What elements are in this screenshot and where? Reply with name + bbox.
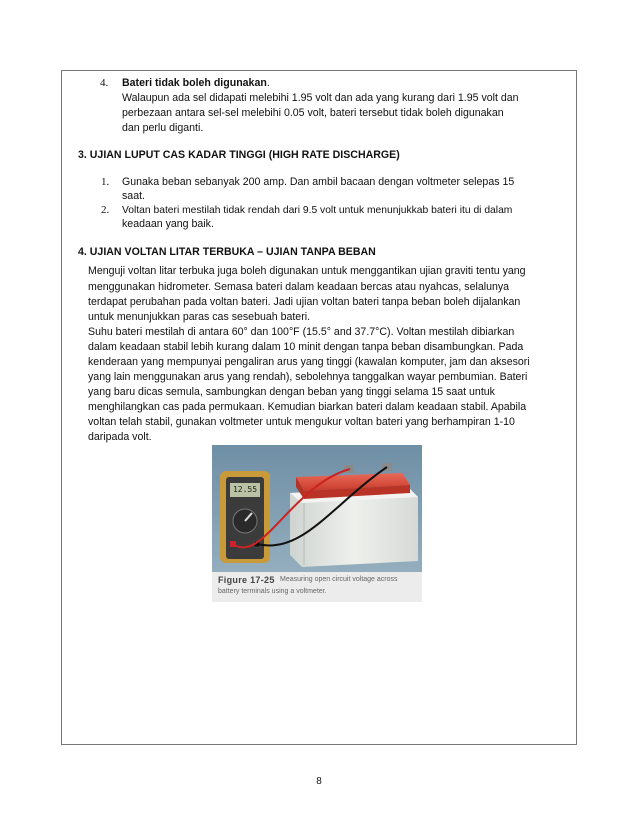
section4-line-1: Menguji voltan litar terbuka juga boleh digunakan untuk menggantikan ujian graviti tentu yang xyxy=(88,265,526,277)
section4-line-7: kenderaan yang mempunyai pengaliran arus yang tinggi (kawalan komputer, jam dan aksesori xyxy=(88,356,530,368)
section3-item1-number: 1. xyxy=(101,176,110,188)
page-number: 8 xyxy=(316,776,322,787)
section3-heading: 3. UJIAN LUPUT CAS KADAR TINGGI (HIGH RATE DISCHARGE) xyxy=(78,149,400,161)
section3-item1-line-1: Gunaka beban sebanyak 200 amp. Dan ambil bacaan dengan voltmeter selepas 15 xyxy=(122,176,515,188)
item4-title-text: Bateri tidak boleh digunakan xyxy=(122,77,267,89)
item4-line-2: perbezaan antara sel-sel melebihi 0.05 volt, bateri tersebut tidak boleh digunakan xyxy=(122,107,504,119)
meter-reading: 12.55 xyxy=(232,485,258,494)
item4-line-1: Walaupun ada sel didapati melebihi 1.95 volt dan ada yang kurang dari 1.95 volt dan xyxy=(122,92,519,104)
figure-caption-line-1: Measuring open circuit voltage across xyxy=(280,576,398,583)
section3-item2-line-1: Voltan bateri mestilah tidak rendah dari 9.5 volt untuk menunjukkab bateri itu di dalam xyxy=(122,205,513,216)
section4-line-3: terdapat perubahan pada voltan bateri. Jadi ujian voltan bateri tanpa beban boleh dijalankan xyxy=(88,296,521,308)
figure-label: Figure 17-25 xyxy=(218,575,275,585)
item4-title xyxy=(122,76,270,91)
item4-title-suffix: . xyxy=(266,77,270,89)
section4-line-11: voltan telah stabil, gunakan voltmeter untuk mengukur voltan bateri yang berhampiran 1-10 xyxy=(88,416,515,428)
section4-line-2: menggunakan hidrometer. Semasa bateri dalam keadaan bercas atau nyahcas, selalunya xyxy=(88,281,510,293)
section4-line-12: daripada volt. xyxy=(88,431,152,443)
section4-heading: 4. UJIAN VOLTAN LITAR TERBUKA – UJIAN TANPA BEBAN xyxy=(78,246,376,258)
item4-number: 4. xyxy=(100,77,109,89)
section3-item2-line-2: keadaan yang baik. xyxy=(122,218,214,230)
section4-line-5: Suhu bateri mestilah di antara 60° dan 100°F (15.5° and 37.7°C). Voltan mestilah dibiarkan xyxy=(88,326,515,338)
figure-caption-line-2: battery terminals using a voltmeter. xyxy=(218,588,327,595)
section4-line-6: dalam keadaan stabil lebih kurang dalam 10 minit dengan tanpa beban disambungkan. Pada xyxy=(88,341,524,353)
section3-item1-line-2: saat. xyxy=(122,190,145,202)
section4-line-8: yang lain menggunakan arus yang rendah), sebolehnya tanggalkan wayar pembumian. Bateri xyxy=(88,371,528,383)
item4-line-3: dan perlu diganti. xyxy=(122,122,204,134)
section4-line-10: menghilangkan cas pada permukaan. Kemudian biarkan bateri dalam keadaan stabil. Apabila xyxy=(88,401,527,413)
section4-line-9: yang baru dicas semula, sambungkan dengan beban yang tinggi selama 15 saat untuk xyxy=(88,386,495,398)
figure-caption xyxy=(212,572,422,602)
battery-illustration xyxy=(290,463,418,567)
section3-item2-number: 2. xyxy=(101,204,110,216)
section4-line-4: untuk menunjukkan paras cas sesebuah bateri. xyxy=(88,311,311,323)
